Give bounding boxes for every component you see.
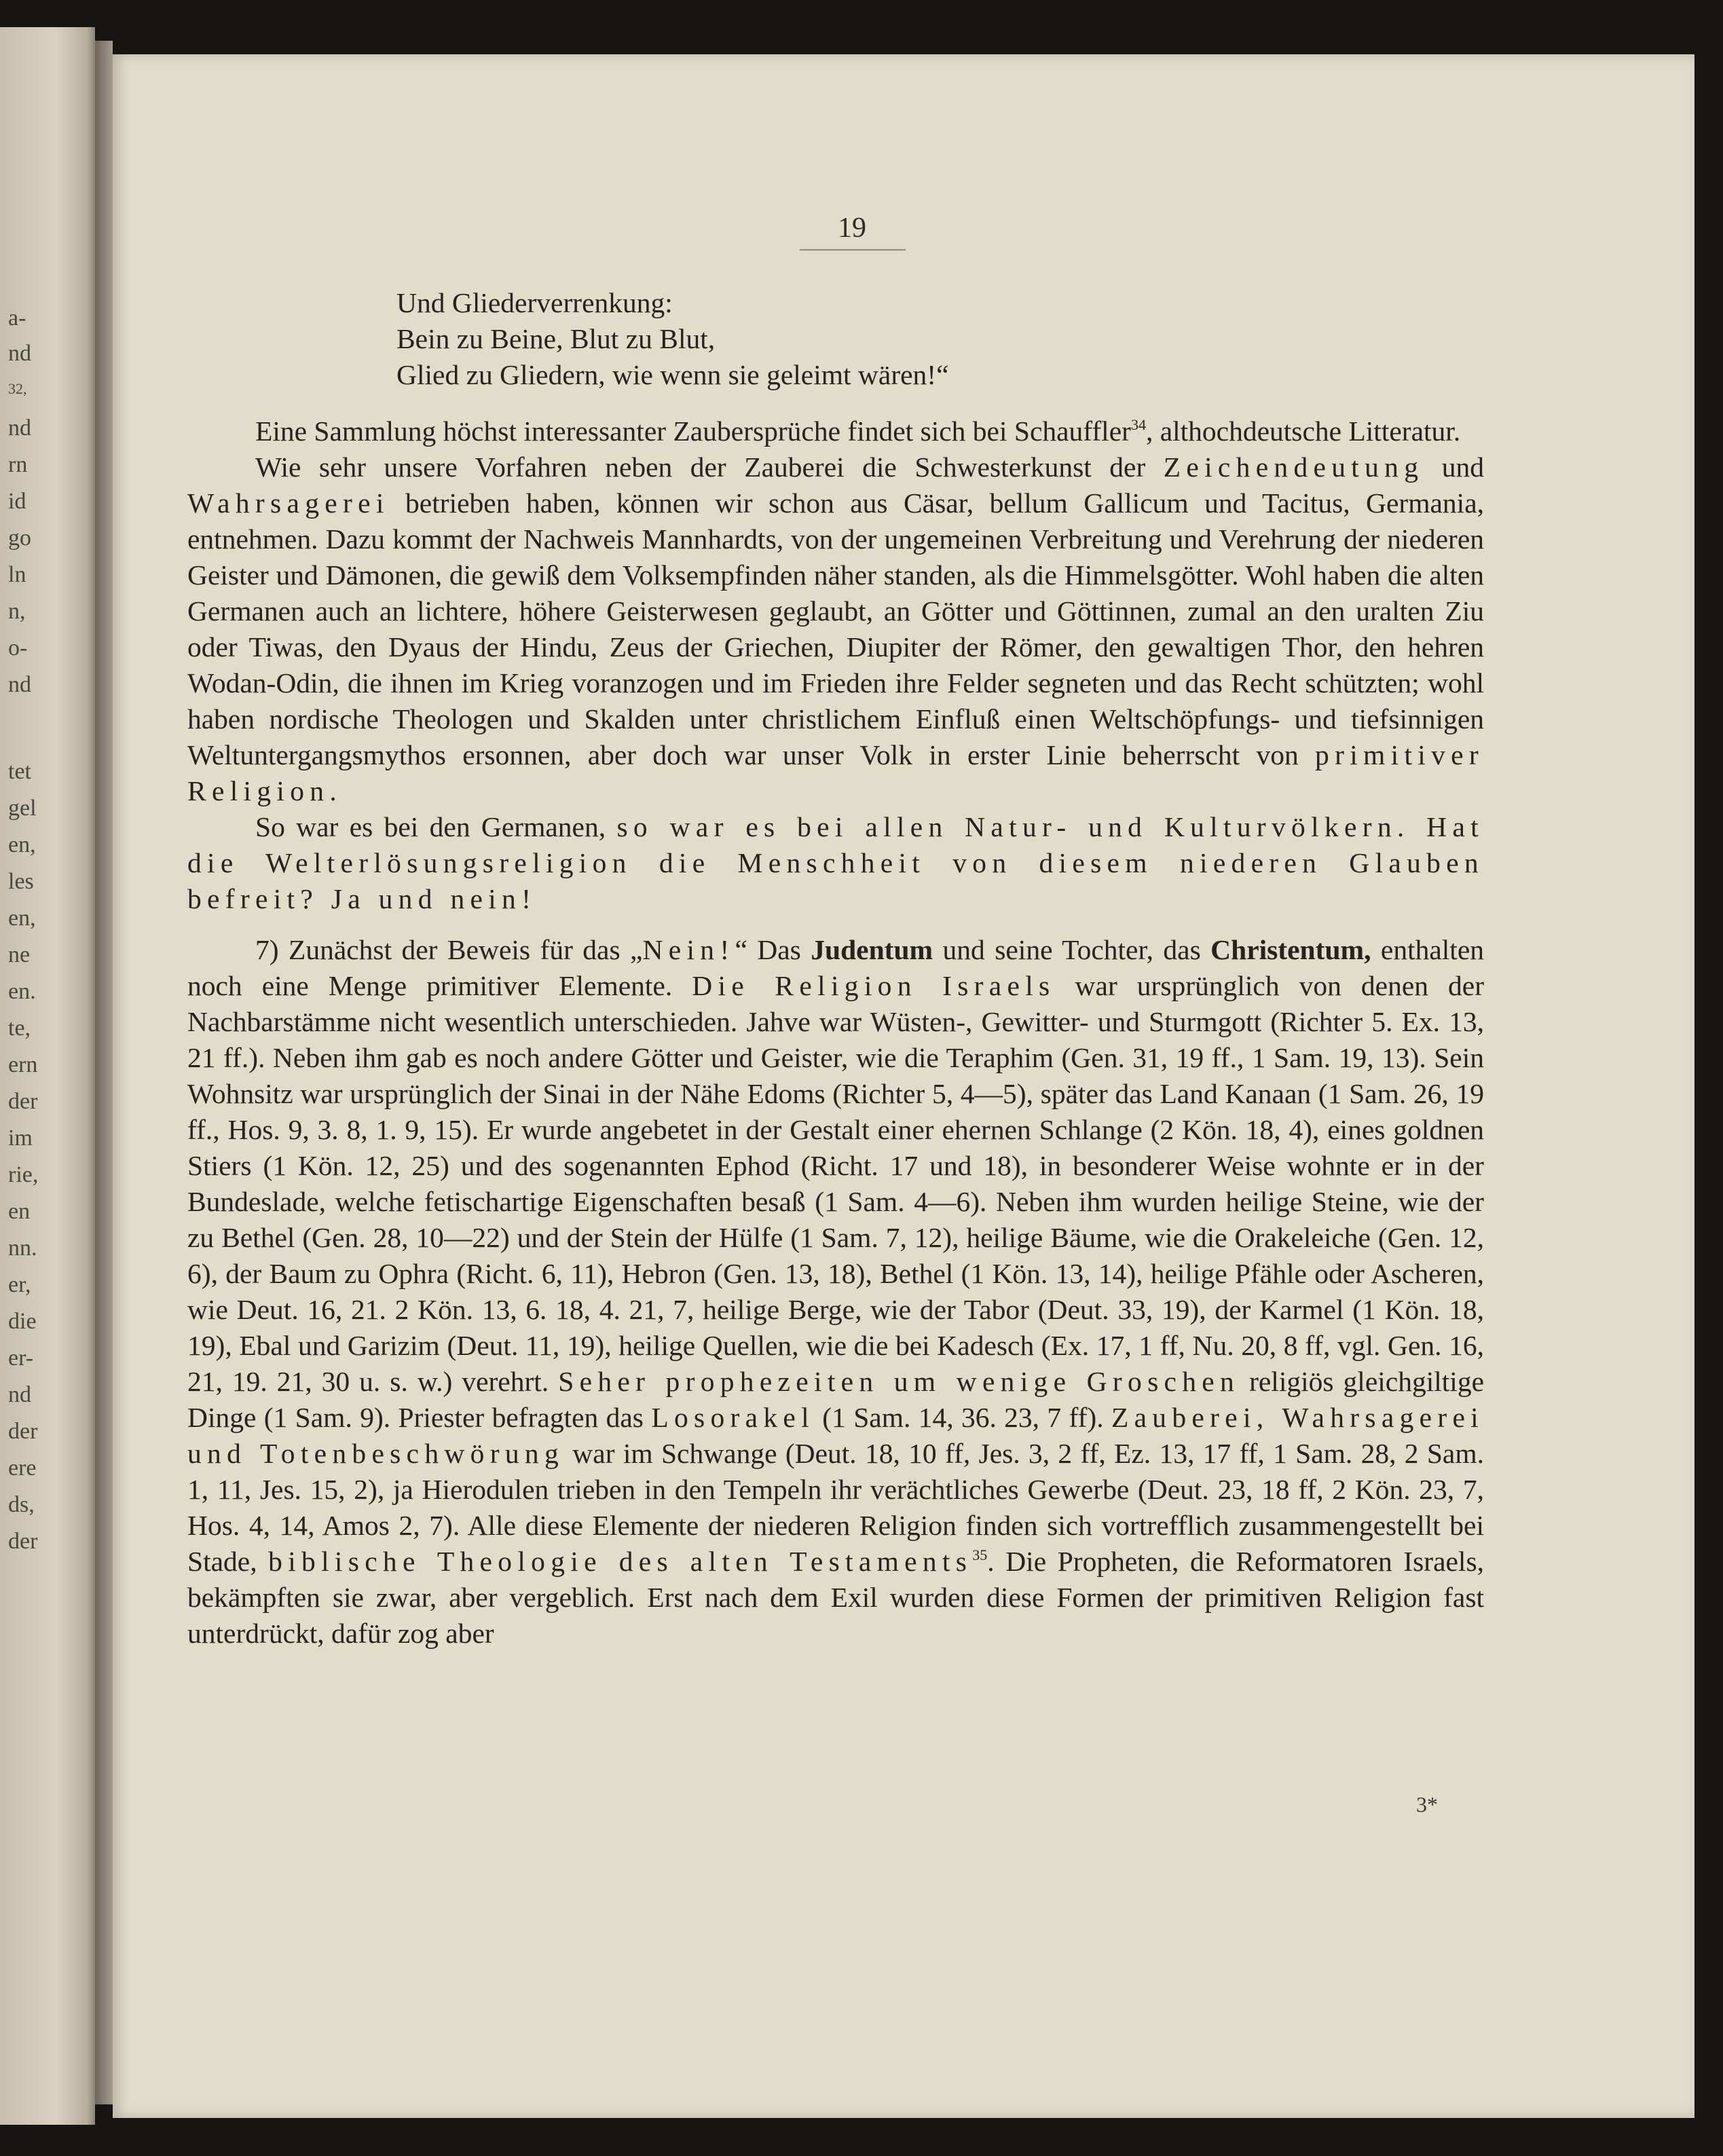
- margin-fragment: nd: [8, 415, 31, 441]
- verse-line: Bein zu Beine, Blut zu Blut,: [396, 323, 716, 354]
- margin-fragment: der: [8, 1419, 38, 1444]
- spaced-term: Losorakel: [651, 1402, 815, 1433]
- spaced-term: Zauberei, Wahrsagerei und Totenbeschwörung: [187, 1402, 1485, 1469]
- paragraph-2: [187, 449, 1484, 809]
- margin-fragment: im: [8, 1126, 33, 1151]
- text-run: Wie sehr unsere Vorfahren neben der Zauberei die Schwesterkunst der: [255, 451, 1164, 483]
- page-body: [187, 285, 1484, 1652]
- margin-fragment: er,: [8, 1272, 31, 1297]
- text-run: .: [329, 775, 337, 806]
- text-run: 7) Zunächst der Beweis für das „: [255, 934, 643, 965]
- text-run: und seine Tochter, das: [933, 934, 1211, 965]
- spaced-term: Nein!: [642, 934, 735, 965]
- spaced-term: Seher prophezeiten um wenige Groschen: [558, 1366, 1240, 1397]
- text-run: So war es bei den Germanen,: [255, 811, 617, 842]
- margin-fragment: les: [8, 869, 34, 894]
- paragraph-1: [187, 413, 1484, 449]
- margin-fragment: en: [8, 1199, 31, 1224]
- text-run: , althochdeutsche Litteratur.: [1145, 415, 1461, 447]
- spaced-term: biblische Theologie des alten Testaments: [268, 1546, 973, 1577]
- footnote-ref: 35: [972, 1546, 988, 1563]
- bold-term: Judentum: [811, 934, 933, 965]
- margin-fragment: n,: [8, 599, 26, 624]
- page-number: 19: [838, 212, 866, 244]
- margin-fragment: id: [8, 489, 26, 514]
- text-run: war im Schwange (Deut. 18, 10 ff, Jes. 3, 2 ff, Ez. 13, 17 ff, 1 Sam. 28, 2 Sam. 1, 11, Jes. 15, 2), ja Hierodulen trieben in den Tempeln ihr verächtliches Gewerbe (Deut. 23, 18 ff, 2 Kön. 23, 7, Hos. 4, 14, Amos 2, 7). Alle diese Elemente der niederen Religion finden sich vortrefflich zusammengestellt bei Stade,: [187, 1438, 1484, 1577]
- facing-page-edge: [0, 27, 95, 2125]
- signature-mark: 3*: [1416, 1792, 1438, 1817]
- text-run: (1 Sam. 14, 36. 23, 7 ff).: [814, 1402, 1111, 1433]
- margin-fragment: er-: [8, 1345, 34, 1371]
- text-run: war ursprünglich von denen der Nachbarstämme nicht wesentlich unterschieden. Jahve war Wüsten-, Gewitter- und Sturmgott (Richter 5. Ex. 13, 21 ff.). Neben ihm gab es noch andere Götter und Geister, wie die Teraphim (Gen. 31, 19 ff., 1 Sam. 19, 13). Sein Wohnsitz war ursprünglich der Sinai in der Nähe Edoms (Richter 5, 4—5), später das Land Kanaan (1 Sam. 26, 19 ff., Hos. 9, 3. 8, 1. 9, 15). Er wurde angebetet in der Gestalt einer ehernen Schlange (2 Kön. 18, 4), eines goldnen Stiers (1 Kön. 12, 25) und des sogenannten Ephod (Richt. 17 und 18), in besonderer Weise wohnte er in der Bundeslade, welche fetischartige Eigenschaften besaß (1 Sam. 4—6). Neben ihm wurden heilige Steine, wie der zu Bethel (Gen. 28, 10—22) und der Stein der Hülfe (1 Sam. 7, 12), heilige Bäume, wie die Orakeleiche (Gen. 12, 6), der Baum zu Ophra (Richt. 6, 11), Hebron (Gen. 13, 18), Bethel (1 Kön. 13, 14), heilige Pfähle oder Ascheren, wie Deut. 16, 21. 2 Kön. 13, 6. 18, 4. 21, 7, heilige Berge, wie der Tabor (Deut. 33, 19), der Karmel (1 Kön. 18, 19), Ebal und Garizim (Deut. 11, 19), heilige Quellen, wie die bei Kadesch (Ex. 17, 1 ff, Nu. 20, 8 ff, vgl. Gen. 16, 21, 19. 21, 30 u. s. w.) verehrt.: [187, 970, 1485, 1397]
- text-run: Eine Sammlung höchst interessanter Zaubersprüche findet sich bei Schauffler: [255, 415, 1131, 447]
- margin-fragment: o-: [8, 635, 28, 661]
- verse-quote: [187, 285, 1484, 393]
- spaced-term: Die Religion Israels: [692, 970, 1056, 1001]
- margin-fragment: der: [8, 1089, 38, 1114]
- margin-fragment: te,: [8, 1016, 31, 1041]
- margin-fragment: ln: [8, 562, 26, 587]
- margin-fragment: rie,: [8, 1162, 39, 1187]
- verse-line: Und Gliederverrenkung:: [396, 287, 673, 318]
- margin-fragment: ds,: [8, 1492, 35, 1517]
- header-rule: [800, 249, 906, 250]
- footnote-ref: 34: [1130, 416, 1146, 433]
- text-run: und: [1424, 451, 1484, 483]
- margin-fragment: der: [8, 1529, 38, 1554]
- paragraph-3: [187, 809, 1484, 917]
- margin-fragment: die: [8, 1309, 37, 1334]
- bold-term: Christentum,: [1210, 934, 1371, 965]
- book-gutter: [95, 41, 113, 2104]
- margin-fragment: rn: [8, 452, 28, 477]
- margin-fragment: nd: [8, 672, 31, 697]
- margin-fragment: en,: [8, 906, 36, 931]
- margin-fragment: en,: [8, 832, 36, 857]
- text-run: religiös gleichgiltige Dinge (1 Sam. 9). Priester befragten das: [187, 1366, 1485, 1433]
- margin-fragment: tet: [8, 759, 31, 784]
- text-run: betrieben haben, können wir schon aus Cäsar, bellum Gallicum und Tacitus, Germania, entnehmen. Dazu kommt der Nachweis Mannhardts, von der ungemeinen Verbreitung und Verehrung der niederen Geister und Dämonen, die gewiß dem Volksempfinden näher standen, als die Himmelsgötter. Wohl haben die alten Germanen auch an lichtere, höhere Geisterwesen geglaubt, an Götter und Göttinnen, zumal an den uralten Ziu oder Tiwas, den Dyaus der Hindu, Zeus der Griechen, Diupiter der Römer, den gewaltigen Thor, den hehren Wodan-Odin, die ihnen im Krieg voranzogen und im Frieden ihre Felder segneten und das Recht schützten; wohl haben nordische Theologen und Skalden unter christlichem Einfluß einen Weltschöpfungs- und tiefsinnigen Weltuntergangsmythos ersonnen, aber doch war unser Volk in erster Linie beherrscht von: [187, 487, 1484, 770]
- margin-fragment: nn.: [8, 1235, 37, 1261]
- text-run: “ Das: [735, 934, 811, 965]
- margin-fragment: ere: [8, 1455, 37, 1481]
- margin-fragment: en.: [8, 979, 36, 1004]
- margin-fragment: nd: [8, 341, 31, 366]
- margin-fragment: go: [8, 525, 31, 551]
- spaced-term: so war es bei allen Natur- und Kulturvölkern. Hat die Welterlösungsreligion die Menschheit von diesem niederen Glauben befreit? Ja und nein!: [187, 811, 1485, 914]
- text-run: . Die Propheten, die Reformatoren Israels, bekämpften sie zwar, aber vergeblich. Erst nach dem Exil wurden diese Formen der primitiven Religion fast unterdrückt, dafür zog aber: [187, 1546, 1484, 1649]
- spaced-term: Zeichendeutung: [1163, 451, 1424, 483]
- verse-line: Glied zu Gliedern, wie wenn sie geleimt wären!“: [396, 359, 949, 390]
- margin-fragment: gel: [8, 796, 37, 821]
- spaced-term: Wahrsagerei: [187, 487, 390, 519]
- margin-fragment: 32,: [8, 380, 27, 397]
- margin-fragment: ne: [8, 942, 31, 967]
- spaced-term: primitiver Religion: [187, 739, 1484, 806]
- margin-fragment: ern: [8, 1052, 38, 1077]
- paragraph-4: [187, 932, 1484, 1652]
- margin-fragment: a-: [8, 305, 26, 331]
- margin-fragment: nd: [8, 1382, 31, 1407]
- text-run: enthalten noch eine Menge primitiver Elemente.: [187, 934, 1484, 1001]
